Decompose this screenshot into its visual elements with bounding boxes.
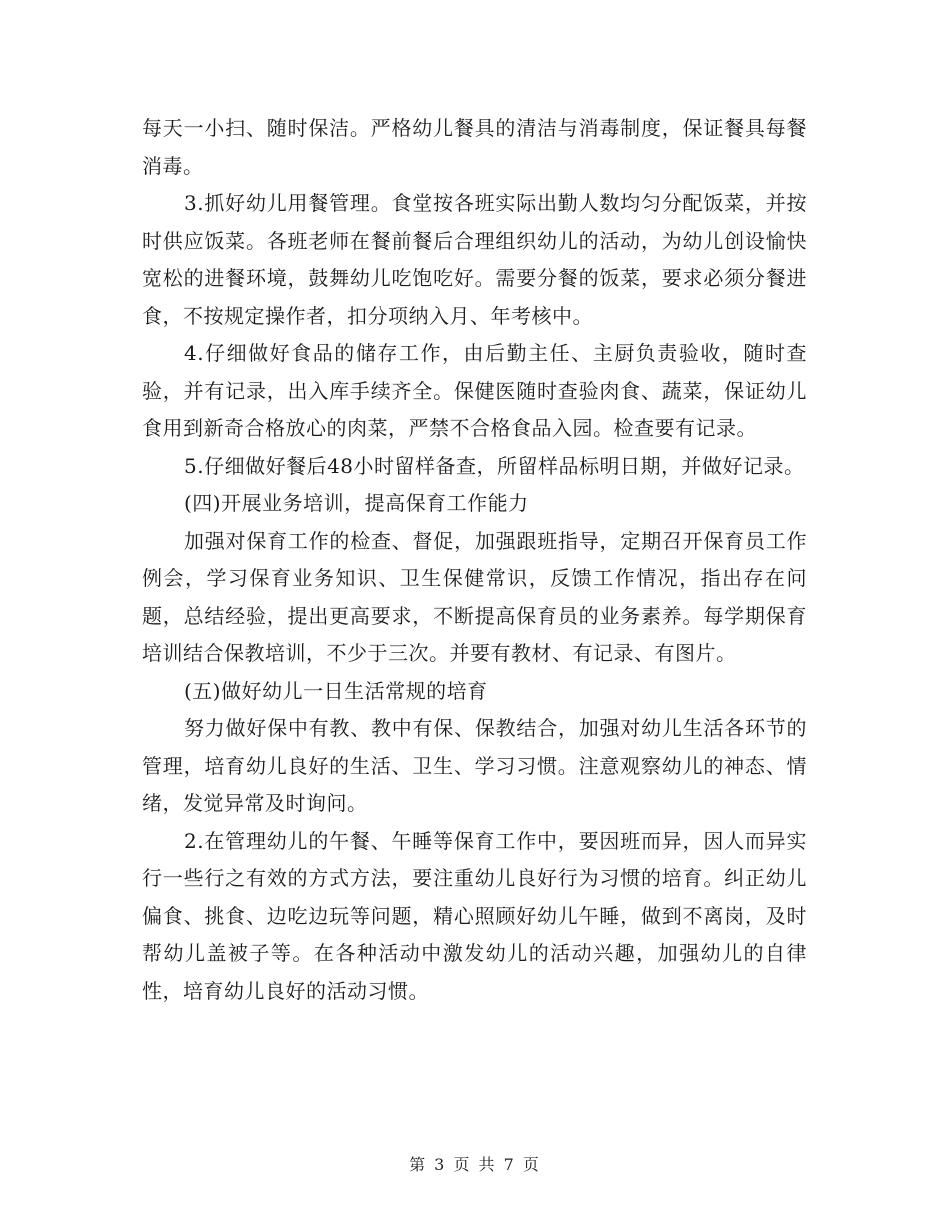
paragraph-section-4-body: 加强对保育工作的检查、督促，加强跟班指导，定期召开保育员工作例会，学习保育业务知识、卫生保健常识，反馈工作情况，指出存在问题，总结经验，提出更高要求，不断提高保育员的业务素养。每学期保育培训结合保教培训，不少于三次。并要有教材、有记录、有图片。: [142, 528, 807, 665]
document-body: [142, 110, 807, 1010]
paragraph-item-4: 4.仔细做好食品的储存工作，由后勤主任、主厨负责验收，随时查验，并有记录，出入库手续齐全。保健医随时查验肉食、蔬菜，保证幼儿食用到新奇合格放心的肉菜，严禁不合格食品入园。检查要有记录。: [142, 341, 807, 440]
section-heading-5: (五)做好幼儿一日生活常规的培育: [184, 678, 488, 703]
paragraph-continuation: 每天一小扫、随时保洁。严格幼儿餐具的清洁与消毒制度，保证餐具每餐消毒。: [142, 116, 807, 178]
paragraph-item-3: 3.抓好幼儿用餐管理。食堂按各班实际出勤人数均匀分配饭菜，并按时供应饭菜。各班老师在餐前餐后合理组织幼儿的活动，为幼儿创设愉快宽松的进餐环境，鼓舞幼儿吃饱吃好。需要分餐的饭菜，要求必须分餐进食，不按规定操作者，扣分项纳入月、年考核中。: [142, 191, 807, 328]
section-heading-4: (四)开展业务培训，提高保育工作能力: [184, 491, 529, 515]
paragraph-section-5-body: 努力做好保中有教、教中有保、保教结合，加强对幼儿生活各环节的管理，培育幼儿良好的生活、卫生、学习习惯。注意观察幼儿的神态、情绪，发觉异常及时询问。: [142, 716, 807, 815]
page-number-footer: 第 3 页 共 7 页: [409, 1155, 541, 1174]
paragraph-section-5-item-2: 2.在管理幼儿的午餐、午睡等保育工作中，要因班而异，因人而异实行一些行之有效的方式方法，要注重幼儿良好行为习惯的培育。纠正幼儿偏食、挑食、边吃边玩等问题，精心照顾好幼儿午睡，做到不离岗，及时帮幼儿盖被子等。在各种活动中激发幼儿的活动兴趣，加强幼儿的自律性，培育幼儿良好的活动习惯。: [142, 828, 807, 1003]
paragraph-item-5: 5.仔细做好餐后48小时留样备查，所留样品标明日期，并做好记录。: [184, 453, 805, 478]
